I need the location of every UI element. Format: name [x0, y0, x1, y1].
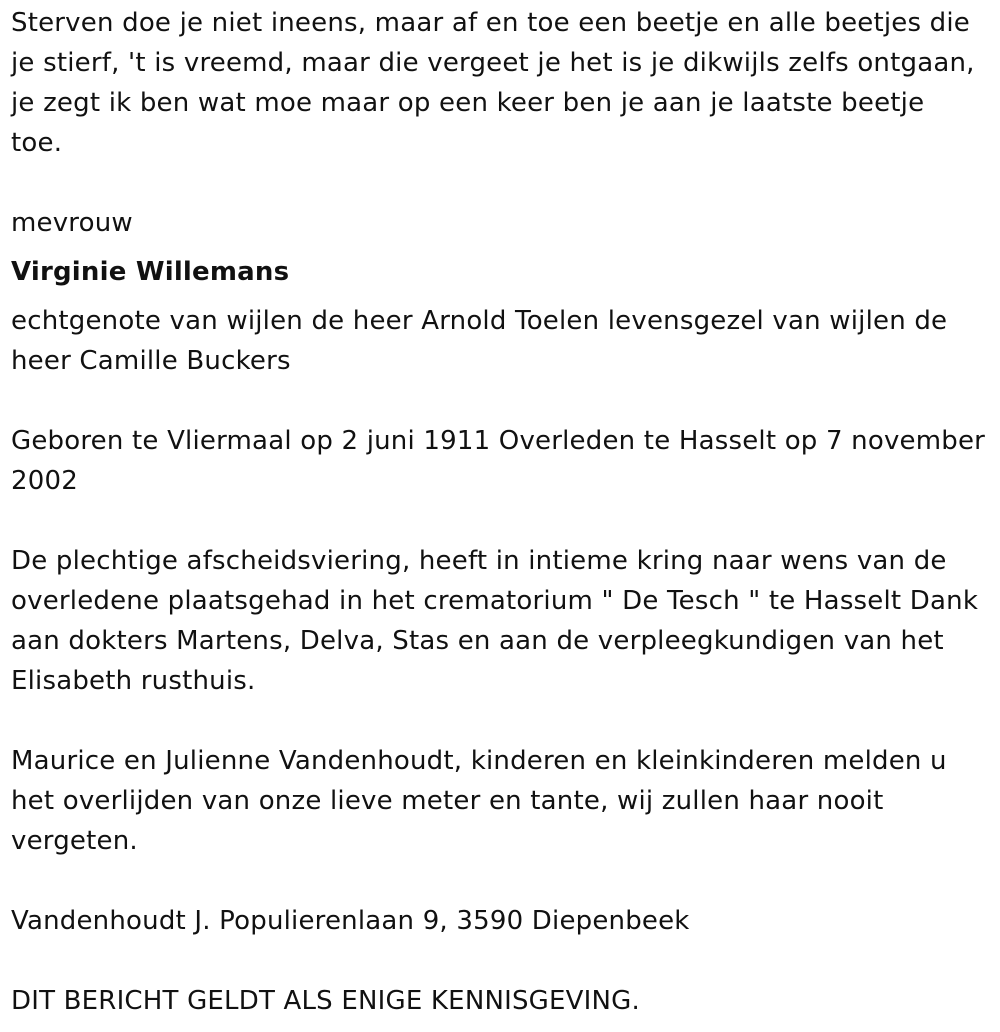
spouse-line: heer Camille Buckers [11, 346, 291, 376]
closing-statement: DIT BERICHT GELDT ALS ENIGE KENNISGEVING. [11, 986, 640, 1016]
poem-line: toe. [11, 128, 63, 158]
dates-line: 2002 [11, 466, 78, 496]
family-line: het overlijden van onze lieve meter en tante, wij zullen haar nooit [11, 786, 884, 816]
poem-line: je zegt ik ben wat moe maar op een keer ben je aan je laatste beetje [11, 88, 925, 118]
poem-line: Sterven doe je niet ineens, maar af en toe een beetje en alle beetjes die [11, 8, 971, 38]
poem-line: je stierf, 't is vreemd, maar die vergeet je het is je dikwijls zelfs ontgaan, [11, 48, 975, 78]
dates-line: Geboren te Vliermaal op 2 juni 1911 Overleden te Hasselt op 7 november [11, 426, 986, 456]
contact-address: Vandenhoudt J. Populierenlaan 9, 3590 Diepenbeek [11, 906, 690, 936]
deceased-name: Virginie Willemans [11, 257, 290, 287]
family-line: vergeten. [11, 826, 138, 856]
ceremony-line: De plechtige afscheidsviering, heeft in intieme kring naar wens van de [11, 546, 947, 576]
ceremony-line: Elisabeth rusthuis. [11, 666, 256, 696]
ceremony-line: overledene plaatsgehad in het crematorium " De Tesch " te Hasselt Dank [11, 586, 979, 616]
honorific: mevrouw [11, 208, 133, 238]
spouse-line: echtgenote van wijlen de heer Arnold Toelen levensgezel van wijlen de [11, 306, 948, 336]
ceremony-line: aan dokters Martens, Delva, Stas en aan de verpleegkundigen van het [11, 626, 944, 656]
family-line: Maurice en Julienne Vandenhoudt, kinderen en kleinkinderen melden u [11, 746, 947, 776]
